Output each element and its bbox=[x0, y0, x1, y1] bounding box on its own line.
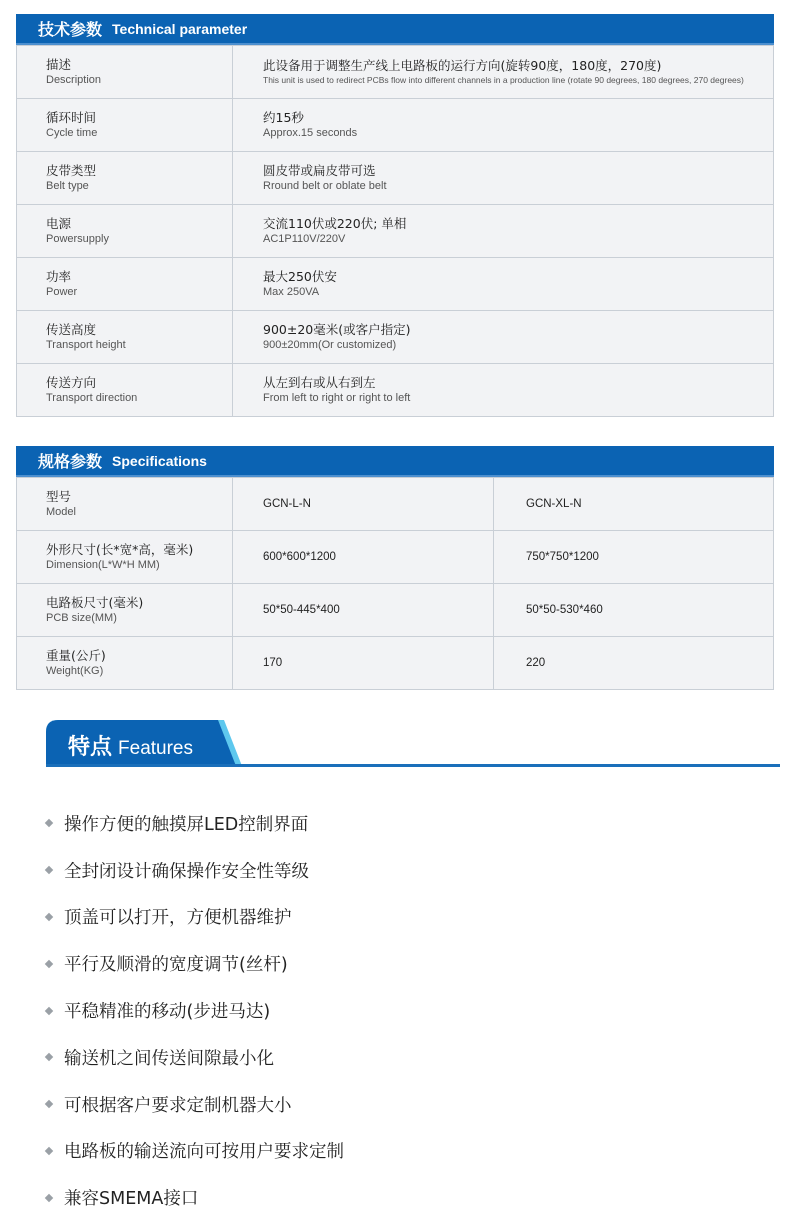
parameter-value bbox=[233, 99, 774, 152]
section-title-en: Technical parameter bbox=[112, 20, 248, 37]
parameter-value bbox=[233, 46, 774, 99]
table-row bbox=[17, 637, 774, 690]
feature-text: 兼容SMEMA接口 bbox=[64, 1189, 199, 1210]
value-en: Rround belt or oblate belt bbox=[263, 180, 387, 192]
spec-label bbox=[17, 584, 233, 637]
parameter-label bbox=[17, 205, 233, 258]
parameter-value bbox=[233, 364, 774, 417]
spec-value-model-2: 750*750*1200 bbox=[494, 531, 774, 584]
value-en: This unit is used to redirect PCBs flow into different channels in a production line (rotate 90 degrees, 180 degrees, 270 degrees) bbox=[263, 75, 744, 85]
spec-label bbox=[17, 531, 233, 584]
table-row bbox=[17, 99, 774, 152]
diamond-bullet-icon bbox=[45, 1006, 53, 1014]
value-cn: 交流110伏或220伏; 单相 bbox=[263, 216, 407, 231]
diamond-bullet-icon bbox=[45, 1194, 53, 1202]
diamond-bullet-icon bbox=[45, 1100, 53, 1108]
spec-value-model-2: 220 bbox=[494, 637, 774, 690]
table-row bbox=[17, 364, 774, 417]
feature-text: 平行及顺滑的宽度调节(丝杆) bbox=[64, 955, 288, 976]
parameter-value bbox=[233, 311, 774, 364]
features-title-cn: 特点 bbox=[68, 735, 113, 760]
diamond-bullet-icon bbox=[45, 1147, 53, 1155]
value-en: From left to right or right to left bbox=[263, 392, 411, 404]
parameter-label bbox=[17, 311, 233, 364]
label-cn: 描述 bbox=[46, 57, 72, 72]
label-en: Weight(KG) bbox=[46, 665, 104, 677]
parameter-label bbox=[17, 364, 233, 417]
features-title-en: Features bbox=[118, 738, 193, 759]
parameter-label bbox=[17, 99, 233, 152]
diamond-bullet-icon bbox=[45, 913, 53, 921]
value-cn: 约15秒 bbox=[263, 110, 304, 125]
feature-text: 电路板的输送流向可按用户要求定制 bbox=[64, 1142, 344, 1163]
value-en: Max 250VA bbox=[263, 286, 320, 298]
spec-label bbox=[17, 478, 233, 531]
label-cn: 传送高度 bbox=[46, 322, 97, 337]
list-item bbox=[44, 1034, 744, 1081]
label-en: Transport direction bbox=[46, 392, 138, 404]
table-row bbox=[17, 531, 774, 584]
feature-text: 可根据客户要求定制机器大小 bbox=[64, 1095, 292, 1116]
table-row bbox=[17, 311, 774, 364]
technical-parameter-table bbox=[16, 45, 774, 417]
table-row bbox=[17, 46, 774, 99]
table-row bbox=[17, 205, 774, 258]
spec-value-model-1: GCN-L-N bbox=[233, 478, 494, 531]
section-title-cn: 规格参数 bbox=[38, 452, 103, 471]
specifications-section bbox=[16, 446, 774, 690]
label-en: Power bbox=[46, 286, 78, 298]
section-title-cn: 技术参数 bbox=[38, 20, 103, 39]
value-cn: 此设备用于调整生产线上电路板的运行方向(旋转90度，180度，270度) bbox=[263, 58, 662, 73]
spec-label bbox=[17, 637, 233, 690]
spec-value-model-2: GCN-XL-N bbox=[494, 478, 774, 531]
list-item bbox=[44, 1081, 744, 1128]
value-en: AC1P110V/220V bbox=[263, 233, 346, 245]
value-cn: 从左到右或从右到左 bbox=[263, 375, 376, 390]
parameter-value bbox=[233, 152, 774, 205]
feature-text: 平稳精准的移动(步进马达) bbox=[64, 1002, 271, 1023]
feature-text: 输送机之间传送间隙最小化 bbox=[64, 1048, 274, 1069]
parameter-value bbox=[233, 258, 774, 311]
label-cn: 功率 bbox=[46, 269, 72, 284]
features-underline bbox=[46, 764, 780, 767]
feature-text: 全封闭设计确保操作安全性等级 bbox=[64, 861, 309, 882]
specifications-table bbox=[16, 477, 774, 690]
feature-text: 操作方便的触摸屏LED控制界面 bbox=[64, 814, 309, 835]
value-cn: 最大250伏安 bbox=[263, 269, 337, 284]
label-cn: 循环时间 bbox=[46, 110, 97, 125]
parameter-value bbox=[233, 205, 774, 258]
list-item bbox=[44, 847, 744, 894]
parameter-label bbox=[17, 46, 233, 99]
spec-value-model-1: 600*600*1200 bbox=[233, 531, 494, 584]
spec-value-model-2: 50*50-530*460 bbox=[494, 584, 774, 637]
label-cn: 电源 bbox=[46, 216, 72, 231]
label-en: Dimension(L*W*H MM) bbox=[46, 559, 160, 571]
value-en: Approx.15 seconds bbox=[263, 127, 358, 139]
parameter-label bbox=[17, 258, 233, 311]
technical-parameter-section bbox=[16, 14, 774, 417]
list-item bbox=[44, 800, 744, 847]
diamond-bullet-icon bbox=[45, 960, 53, 968]
parameter-label bbox=[17, 152, 233, 205]
list-item bbox=[44, 894, 744, 941]
label-en: Transport height bbox=[46, 339, 126, 351]
label-en: Belt type bbox=[46, 180, 89, 192]
spec-value-model-1: 50*50-445*400 bbox=[233, 584, 494, 637]
table-row bbox=[17, 478, 774, 531]
label-en: Description bbox=[46, 74, 102, 86]
list-item bbox=[44, 1174, 744, 1221]
label-cn: 电路板尺寸(毫米) bbox=[46, 595, 144, 610]
list-item bbox=[44, 987, 744, 1034]
label-cn: 传送方向 bbox=[46, 375, 97, 390]
technical-parameter-header bbox=[16, 14, 774, 45]
table-row bbox=[17, 258, 774, 311]
table-row bbox=[17, 152, 774, 205]
diamond-bullet-icon bbox=[45, 866, 53, 874]
label-en: Cycle time bbox=[46, 127, 98, 139]
spec-value-model-1: 170 bbox=[233, 637, 494, 690]
label-cn: 皮带类型 bbox=[46, 163, 97, 178]
label-en: PCB size(MM) bbox=[46, 612, 117, 624]
table-row bbox=[17, 584, 774, 637]
specifications-header bbox=[16, 446, 774, 477]
value-en: 900±20mm(Or customized) bbox=[263, 339, 397, 351]
label-en: Model bbox=[46, 506, 76, 518]
feature-text: 顶盖可以打开，方便机器维护 bbox=[64, 908, 292, 929]
value-cn: 900±20毫米(或客户指定) bbox=[263, 322, 411, 337]
label-en: Powersupply bbox=[46, 233, 109, 245]
label-cn: 外形尺寸(长*宽*高，毫米) bbox=[46, 542, 194, 557]
section-title-en: Specifications bbox=[112, 452, 207, 469]
features-list bbox=[44, 800, 744, 1221]
diamond-bullet-icon bbox=[45, 1053, 53, 1061]
value-cn: 圆皮带或扁皮带可选 bbox=[263, 163, 376, 178]
list-item bbox=[44, 940, 744, 987]
features-title bbox=[68, 730, 193, 761]
label-cn: 型号 bbox=[46, 489, 72, 504]
label-cn: 重量(公斤) bbox=[46, 648, 106, 663]
list-item bbox=[44, 1128, 744, 1175]
diamond-bullet-icon bbox=[45, 819, 53, 827]
